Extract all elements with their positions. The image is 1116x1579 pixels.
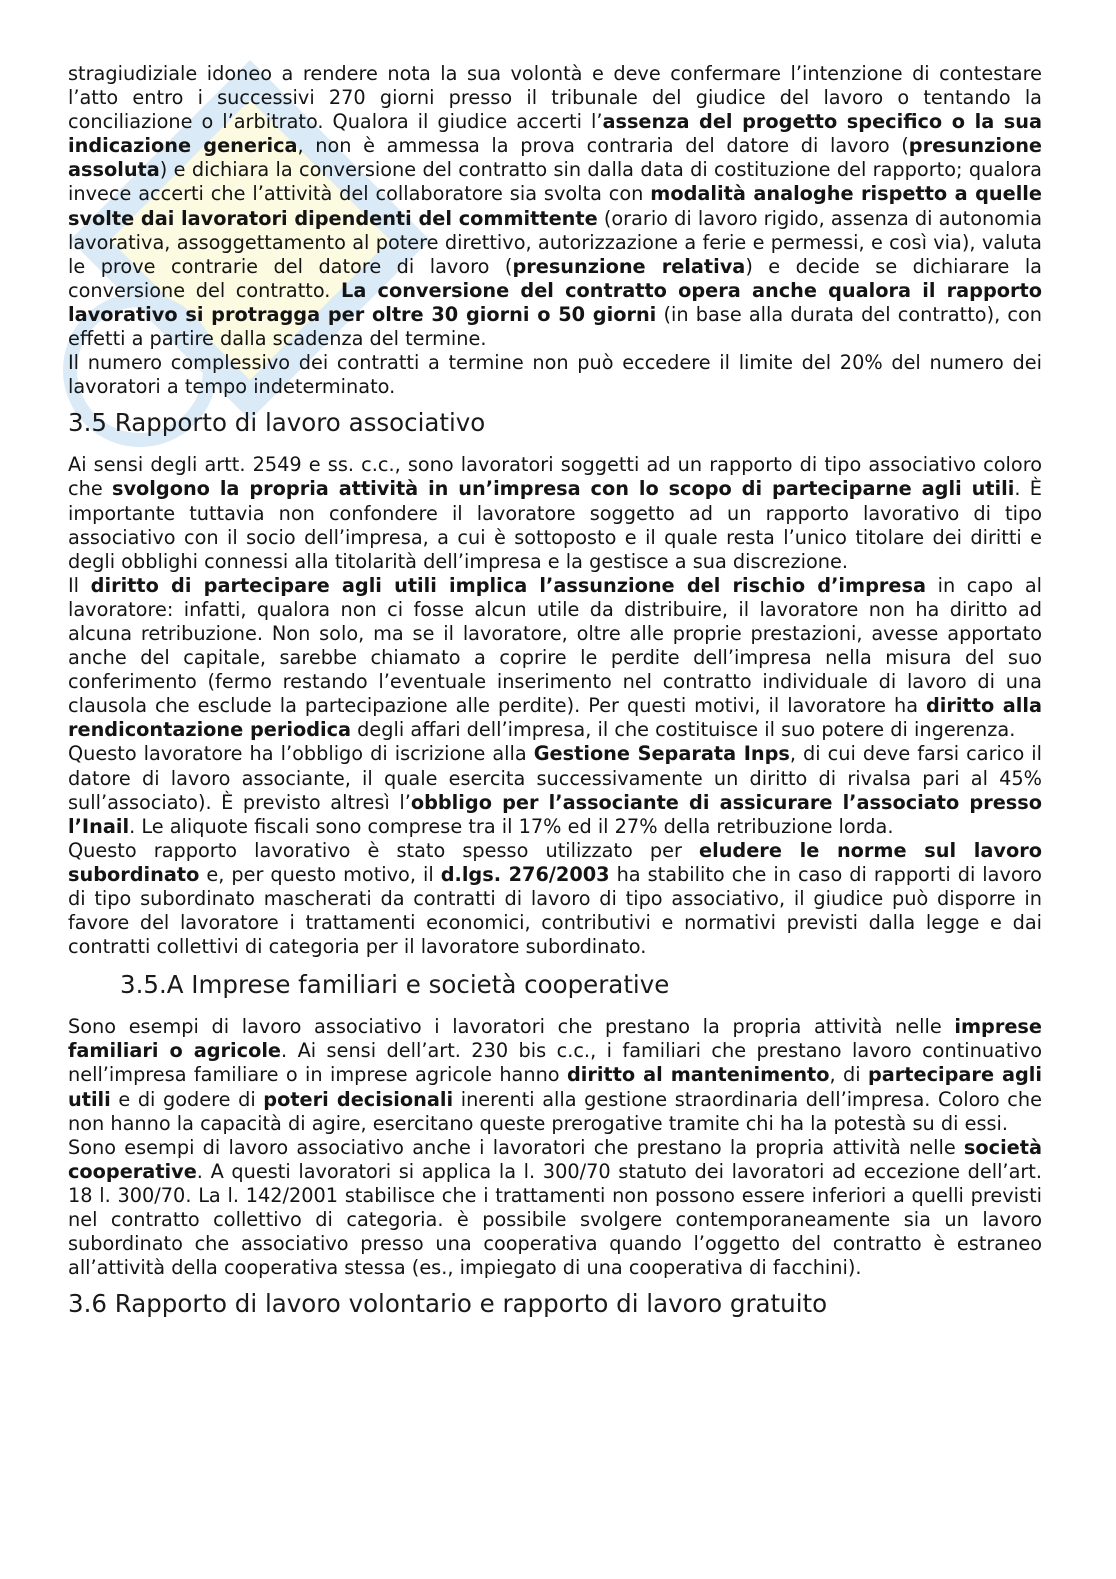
bold-text: modalità analoghe rispetto a quelle svolte dai lavoratori dipendenti del committente [68,182,1042,230]
text: . A questi lavoratori si applica la l. 300/70 statuto dei lavoratori ad eccezione dell’art. 18 l. 300/70. La l. 142/2001 stabilisce che i trattamenti non possono essere inferiori a quelli previsti nel contratto collettivo di categoria. è possibile svolgere contemporaneamente sia un lavoro subordinato che associativo presso una cooperativa quando l’oggetto del contratto è estraneo all’attività della cooperativa stessa (es., impiegato di una cooperativa di facchini). [68,1159,1042,1280]
bold-text: diritto alla rendicontazione periodica [68,694,1042,742]
text: , non è ammessa la prova contraria del datore di lavoro ( [297,134,909,158]
text: ) e dichiara la conversione del contratto sin dalla data di costituzione del rapporto; qualora invece accerti che l’attività del collaboratore sia svolta con [68,158,1042,206]
text: (in base alla durata del contratto), con effetti a partire dalla scadenza del termine. [68,302,1043,351]
text: Il numero complessivo dei contratti a termine non può eccedere il limite del 20% del numero dei lavoratori a tempo indeterminato. [68,351,1042,399]
text: inerenti alla gestione straordinaria dell’impresa. Coloro che non hanno la capacità di agire, esercitano queste prerogative tramite chi ha la potestà su di essi. [68,1087,1042,1135]
text: ) e decide se dichiarare la conversione del contratto. [68,254,1042,302]
bold-text: presunzione assoluta [68,134,1042,182]
text: . Le aliquote fiscali sono comprese tra il 17% ed il 27% della retribuzione lorda. [129,814,894,838]
bold-text: società cooperative [68,1135,1042,1183]
text: Questo rapporto lavorativo è stato spesso utilizzato per [68,838,700,862]
section-heading-3-6: 3.6 Rapporto di lavoro volontario e rapporto di lavoro gratuito [68,1289,828,1319]
paragraph-elusion [68,839,1042,959]
bold-text: La conversione del contratto opera anche qualora il rapporto lavorativo si protragga per oltre 30 giorni o 50 giorni [68,278,1042,326]
text: . È importante tuttavia non confondere il lavoratore soggetto ad un rapporto lavorativo di tipo associativo con il socio dell’impresa, a cui è sottoposto e il quale resta l’unico titolare dei diritti e degli obblighi connessi alla titolarità dell’impresa e la gestisce a sua discrezione. [68,477,1042,573]
bold-text: Gestione Separata Inps [533,742,790,766]
paragraph-definition [68,453,1042,573]
bold-text: poteri decisionali [263,1087,454,1111]
bold-text: svolgono la propria attività in un’impresa con lo scopo di parteciparne agli utili [112,477,1015,501]
bold-text: diritto al mantenimento [566,1063,830,1087]
bold-text: d.lgs. 276/2003 [440,862,610,886]
text: e, per questo motivo, il [199,862,441,886]
text: , di [829,1063,868,1087]
bold-text: presunzione relativa [512,254,746,278]
document-page [68,62,1042,1334]
text: degli affari dell’impresa, il che costituisce il suo potere di ingerenza. [351,718,1016,742]
paragraph-family-business [68,1015,1042,1135]
text: stragiudiziale idoneo a rendere nota la sua volontà e deve confermare l’intenzione di contestare l’atto entro i successivi 270 giorni presso il tribunale del giudice del lavoro o tentando la conciliazione o l’arbitrato. Qualora il giudice accerti l’ [68,62,1042,134]
bold-text: assenza del progetto specifico o la sua indicazione generica [68,110,1043,158]
text: Sono esempi di lavoro associativo anche i lavoratori che prestano la propria attività nelle [68,1135,964,1159]
text: Il [68,573,91,597]
text: in capo al lavoratore: infatti, qualora non ci fosse alcun utile da distribuire, il lavoratore non ha diritto ad alcuna retribuzione. Non solo, ma se il lavoratore, oltre alle proprie prestazioni, avesse apportato anche del capitale, sarebbe chiamato a coprire le perdite dell’impresa nella misura del suo conferimento (fermo restando l’eventuale inserimento nel contratto individuale di lavoro di una clausola che esclude la partecipazione alle perdite). Per questi motivi, il lavoratore ha [68,573,1043,718]
paragraph-limit [68,351,1042,399]
bold-text: eludere le norme sul lavoro subordinato [68,838,1042,886]
text: . Ai sensi dell’art. 230 bis c.c., i familiari che prestano lavoro continuativo nell’impresa familiare o in imprese agricole hanno [68,1039,1042,1087]
text: , di cui deve farsi carico il datore di lavoro associante, il quale esercita successivamente un diritto di rivalsa pari al 45% sull’associato). È previsto altresì l’ [68,742,1042,814]
bold-text: partecipare agli utili [68,1063,1042,1111]
section-heading-3-5: 3.5 Rapporto di lavoro associativo [68,408,486,438]
bold-text: diritto di partecipare agli utili implica l’assunzione del rischio d’impresa [90,573,926,597]
paragraph-risk [68,574,1042,743]
bold-text: imprese familiari o agricole [68,1015,1042,1063]
text: Sono esempi di lavoro associativo i lavoratori che prestano la propria attività nelle [68,1015,955,1039]
text: (orario di lavoro rigido, assenza di autonomia lavorativa, assoggettamento al potere direttivo, autorizzazione a ferie e permessi, e così via), valuta le prove contrarie del datore di lavoro ( [68,206,1043,278]
paragraph-conversion [68,62,1042,351]
paragraph-cooperatives [68,1136,1042,1281]
text: e di godere di [110,1087,264,1111]
subsection-heading-3-5-a: 3.5.A Imprese familiari e società cooperative [120,970,670,1000]
text: Questo lavoratore ha l’obbligo di iscrizione alla [68,742,534,766]
bold-text: obbligo per l’associante di assicurare l’associato presso l’Inail [68,790,1042,838]
paragraph-inps [68,742,1042,838]
text: ha stabilito che in caso di rapporti di lavoro di tipo subordinato mascherati da contratti di lavoro di tipo associativo, il giudice può disporre in favore del lavoratore i trattamenti economici, contributivi e normativi previsti dalla legge e dai contratti collettivi di categoria per il lavoratore subordinato. [68,862,1042,959]
text: Ai sensi degli artt. 2549 e ss. c.c., sono lavoratori soggetti ad un rapporto di tipo associativo coloro che [68,453,1042,501]
